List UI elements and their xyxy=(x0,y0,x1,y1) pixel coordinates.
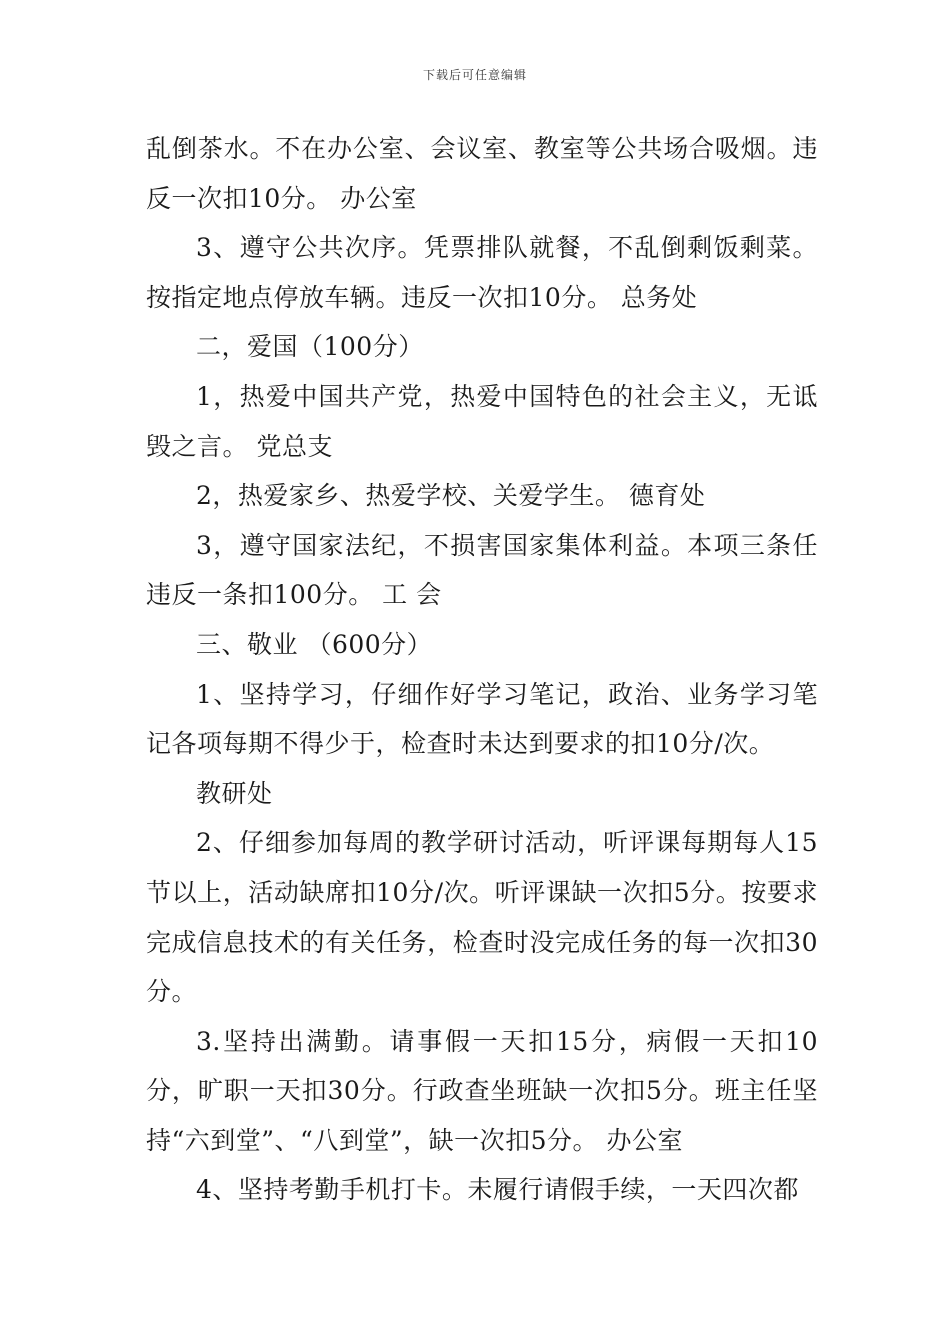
section-heading: 二，爱国（100分） xyxy=(196,332,424,362)
page-header: 下载后可任意编辑 xyxy=(422,68,527,82)
section-heading: 三、敬业 （600分） xyxy=(196,629,433,659)
paragraph: 3、遵守公共次序。凭票排队就餐，不乱倒剩饭剩菜。按指定地点停放车辆。违反一次扣10分。 总务处 xyxy=(146,233,818,312)
paragraph: 乱倒茶水。不在办公室、会议室、教室等公共场合吸烟。违反一次扣10分。 办公室 xyxy=(146,134,818,213)
paragraph: 3，遵守国家法纪，不损害国家集体利益。本项三条任违反一条扣100分。 工 会 xyxy=(146,530,818,610)
paragraph: 2、仔细参加每周的教学研讨活动，听评课每期每人15节以上，活动缺席扣10分/次。听评课缺一次扣5分。按要求完成信息技术的有关任务，检查时没完成任务的每一次扣30分。 xyxy=(146,828,818,1007)
paragraph: 3.坚持出满勤。请事假一天扣15分，病假一天扣10分，旷职一天扣30分。行政查坐班缺一次扣5分。班主任坚持“六到堂”、“八到堂”，缺一次扣5分。 办公室 xyxy=(146,1026,818,1155)
paragraph: 1，热爱中国共产党，热爱中国特色的社会主义，无诋毁之言。 党总支 xyxy=(146,381,818,461)
document-body xyxy=(146,124,818,1215)
paragraph: 2，热爱家乡、热爱学校、关爱学生。 德育处 xyxy=(196,481,706,511)
paragraph: 教研处 xyxy=(196,778,273,808)
paragraph: 1、坚持学习，仔细作好学习笔记，政治、业务学习笔记各项每期不得少于，检查时未达到要求的扣10分/次。 xyxy=(146,679,818,759)
paragraph: 4、坚持考勤手机打卡。未履行请假手续，一天四次都 xyxy=(196,1175,799,1205)
